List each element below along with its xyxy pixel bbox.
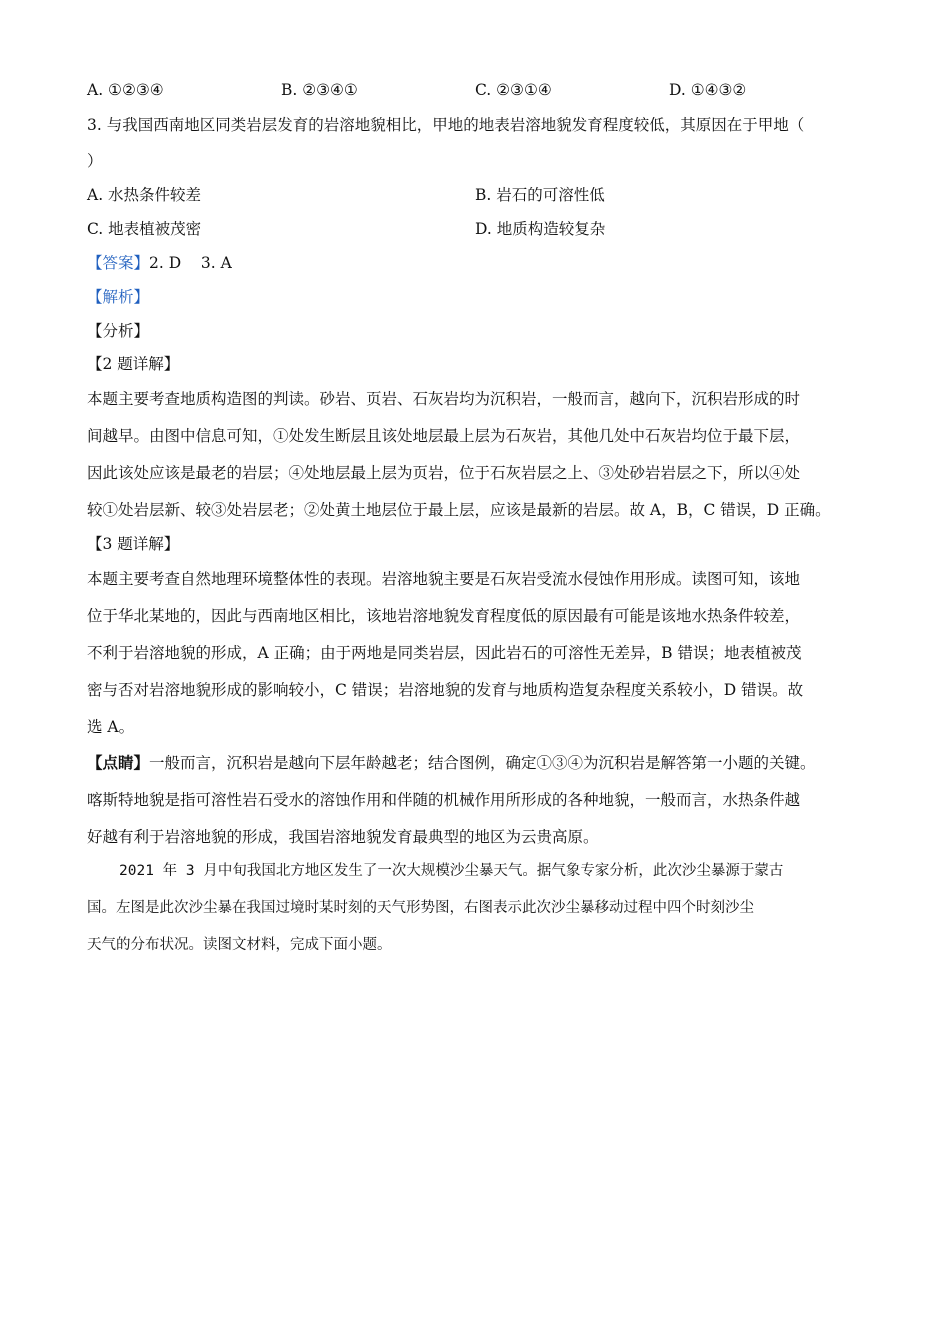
fenxi-tag: 【分析】: [87, 322, 150, 340]
tip-tag: 【点睛】: [87, 753, 150, 772]
q3-detail-line: 密与否对岩溶地貌形成的影响较小，C 错误；岩溶地貌的发育与地质构造复杂程度关系较小，D 错误。故: [87, 681, 804, 699]
q2-detail-line: 因此该处应该是最老的岩层；④处地层最上层为页岩，位于石灰岩层之上、③处砂岩岩层之下，所以④处: [87, 464, 801, 482]
q3-option-c: C. 地表植被茂密: [87, 220, 202, 238]
q2-detail-line: 较①处岩层新、较③处岩层老；②处黄土地层位于最上层，应该是最新的岩层。故 A，B，C 错误，D 正确。: [87, 501, 831, 519]
material-line: 国。左图是此次沙尘暴在我国过境时某时刻的天气形势图，右图表示此次沙尘暴移动过程中四个时刻沙尘: [87, 900, 754, 916]
tip-first: 一般而言，沉积岩是越向下层年龄越老；结合图例，确定①③④为沉积岩是解答第一小题的关键。: [149, 754, 816, 772]
q3-detail-line: 选 A。: [87, 718, 135, 736]
answer-text: 2. D 3. A: [149, 254, 232, 272]
q2-option-d: D. ①④③②: [669, 81, 747, 99]
q2-option-a: A. ①②③④: [87, 81, 164, 99]
q3-option-d: D. 地质构造较复杂: [475, 220, 606, 238]
material-line: 天气的分布状况。读图文材料，完成下面小题。: [87, 937, 392, 953]
q2-option-b: B. ②③④①: [281, 81, 358, 99]
q3-detail-line: 位于华北某地的，因此与西南地区相比，该地岩溶地貌发育程度低的原因最有可能是该地水热条件较差，: [87, 607, 801, 625]
q3-option-b: B. 岩石的可溶性低: [475, 186, 605, 204]
tip-line: 喀斯特地貌是指可溶性岩石受水的溶蚀作用和伴随的机械作用所形成的各种地貌，一般而言，水热条件越: [87, 791, 801, 809]
q2-detail-line: 间越早。由图中信息可知，①处发生断层且该处地层最上层为石灰岩，其他几处中石灰岩均位于最下层，: [87, 427, 801, 445]
q3-stem: 3. 与我国西南地区同类岩层发育的岩溶地貌相比，甲地的地表岩溶地貌发育程度较低，其原因在于甲地（: [87, 116, 805, 134]
q3-detail-line: 本题主要考查自然地理环境整体性的表现。岩溶地貌主要是石灰岩受流水侵蚀作用形成。读图可知，该地: [87, 570, 801, 588]
q3-stem-end: ）: [87, 152, 103, 170]
answer-tag: 【答案】: [87, 254, 150, 272]
q3-detail-line: 不利于岩溶地貌的形成，A 正确；由于两地是同类岩层，因此岩石的可溶性无差异，B 错误；地表植被茂: [87, 644, 802, 662]
material-line: 2021 年 3 月中旬我国北方地区发生了一次大规模沙尘暴天气。据气象专家分析，此次沙尘暴源于蒙古: [119, 863, 784, 879]
q3-detail-heading: 【3 题详解】: [87, 535, 180, 553]
tip-line: 好越有利于岩溶地貌的形成，我国岩溶地貌发育最典型的地区为云贵高原。: [87, 828, 599, 846]
q3-option-a: A. 水热条件较差: [87, 186, 202, 204]
q2-detail-line: 本题主要考查地质构造图的判读。砂岩、页岩、石灰岩均为沉积岩，一般而言，越向下，沉积岩形成的时: [87, 390, 801, 408]
tip-line: [87, 753, 816, 773]
answer-line: [87, 253, 232, 273]
q2-option-c: C. ②③①④: [475, 81, 552, 99]
analysis-tag: 【解析】: [87, 288, 150, 306]
q2-detail-heading: 【2 题详解】: [87, 355, 180, 373]
